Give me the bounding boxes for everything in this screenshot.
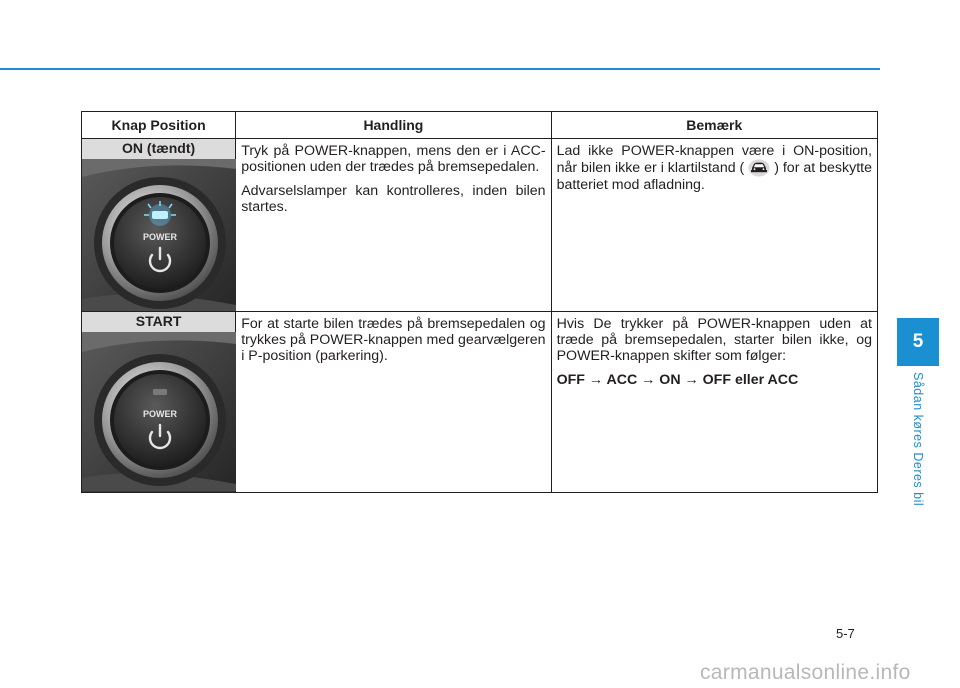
power-button-table (81, 111, 878, 493)
chapter-title: Sådan køres Deres bil (911, 372, 925, 507)
power-label: POWER (142, 409, 178, 419)
watermark: carmanualsonline.info (700, 661, 911, 684)
action-cell-on (236, 139, 551, 312)
chapter-title-container (897, 372, 939, 512)
table-header-row (82, 112, 878, 139)
page-number: 5-7 (836, 626, 855, 641)
table-row (82, 312, 878, 493)
header-position: Knap Position (82, 112, 236, 139)
note-text: Hvis De trykker på POWER-knappen uden at træde på bremsepedalen, starter bilen ikke, og POWER-knappen skifter som følger: (556, 316, 872, 364)
mode-sequence: OFF → ACC → ON → OFF eller ACC (556, 372, 799, 388)
note-cell-on (551, 139, 877, 312)
note-cell-start (551, 312, 877, 493)
header-rule (0, 68, 880, 70)
note-text: Lad ikke POWER-knappen være i ON-position, når bilen ikke er i klartilstand ( (556, 143, 872, 176)
action-text: Advarselslamper kan kontrolleres, inden bilen startes. (241, 183, 546, 215)
power-label: POWER (142, 232, 178, 242)
position-cell-on (82, 139, 236, 312)
position-cell-start (82, 312, 236, 493)
action-cell-start (236, 312, 551, 493)
position-label: START (82, 312, 235, 332)
ready-car-indicator-icon (748, 159, 770, 177)
power-button-on-image (82, 159, 236, 311)
header-note: Bemærk (551, 112, 877, 139)
table-row (82, 139, 878, 312)
position-label: ON (tændt) (82, 139, 235, 159)
note-text: ) for at beskytte batteriet mod afladning. (556, 160, 872, 193)
chapter-number: 5 (912, 331, 924, 352)
action-text: Tryk på POWER-knappen, mens den er i ACC-positionen uden der trædes på bremsepedalen. (241, 143, 546, 175)
action-text: For at starte bilen trædes på bremsepedalen og trykkes på POWER-knappen med gearvælgeren i P-position (parkering). (241, 316, 546, 364)
power-button-start-image (82, 332, 236, 491)
chapter-tab[interactable] (897, 318, 939, 366)
header-action: Handling (236, 112, 551, 139)
